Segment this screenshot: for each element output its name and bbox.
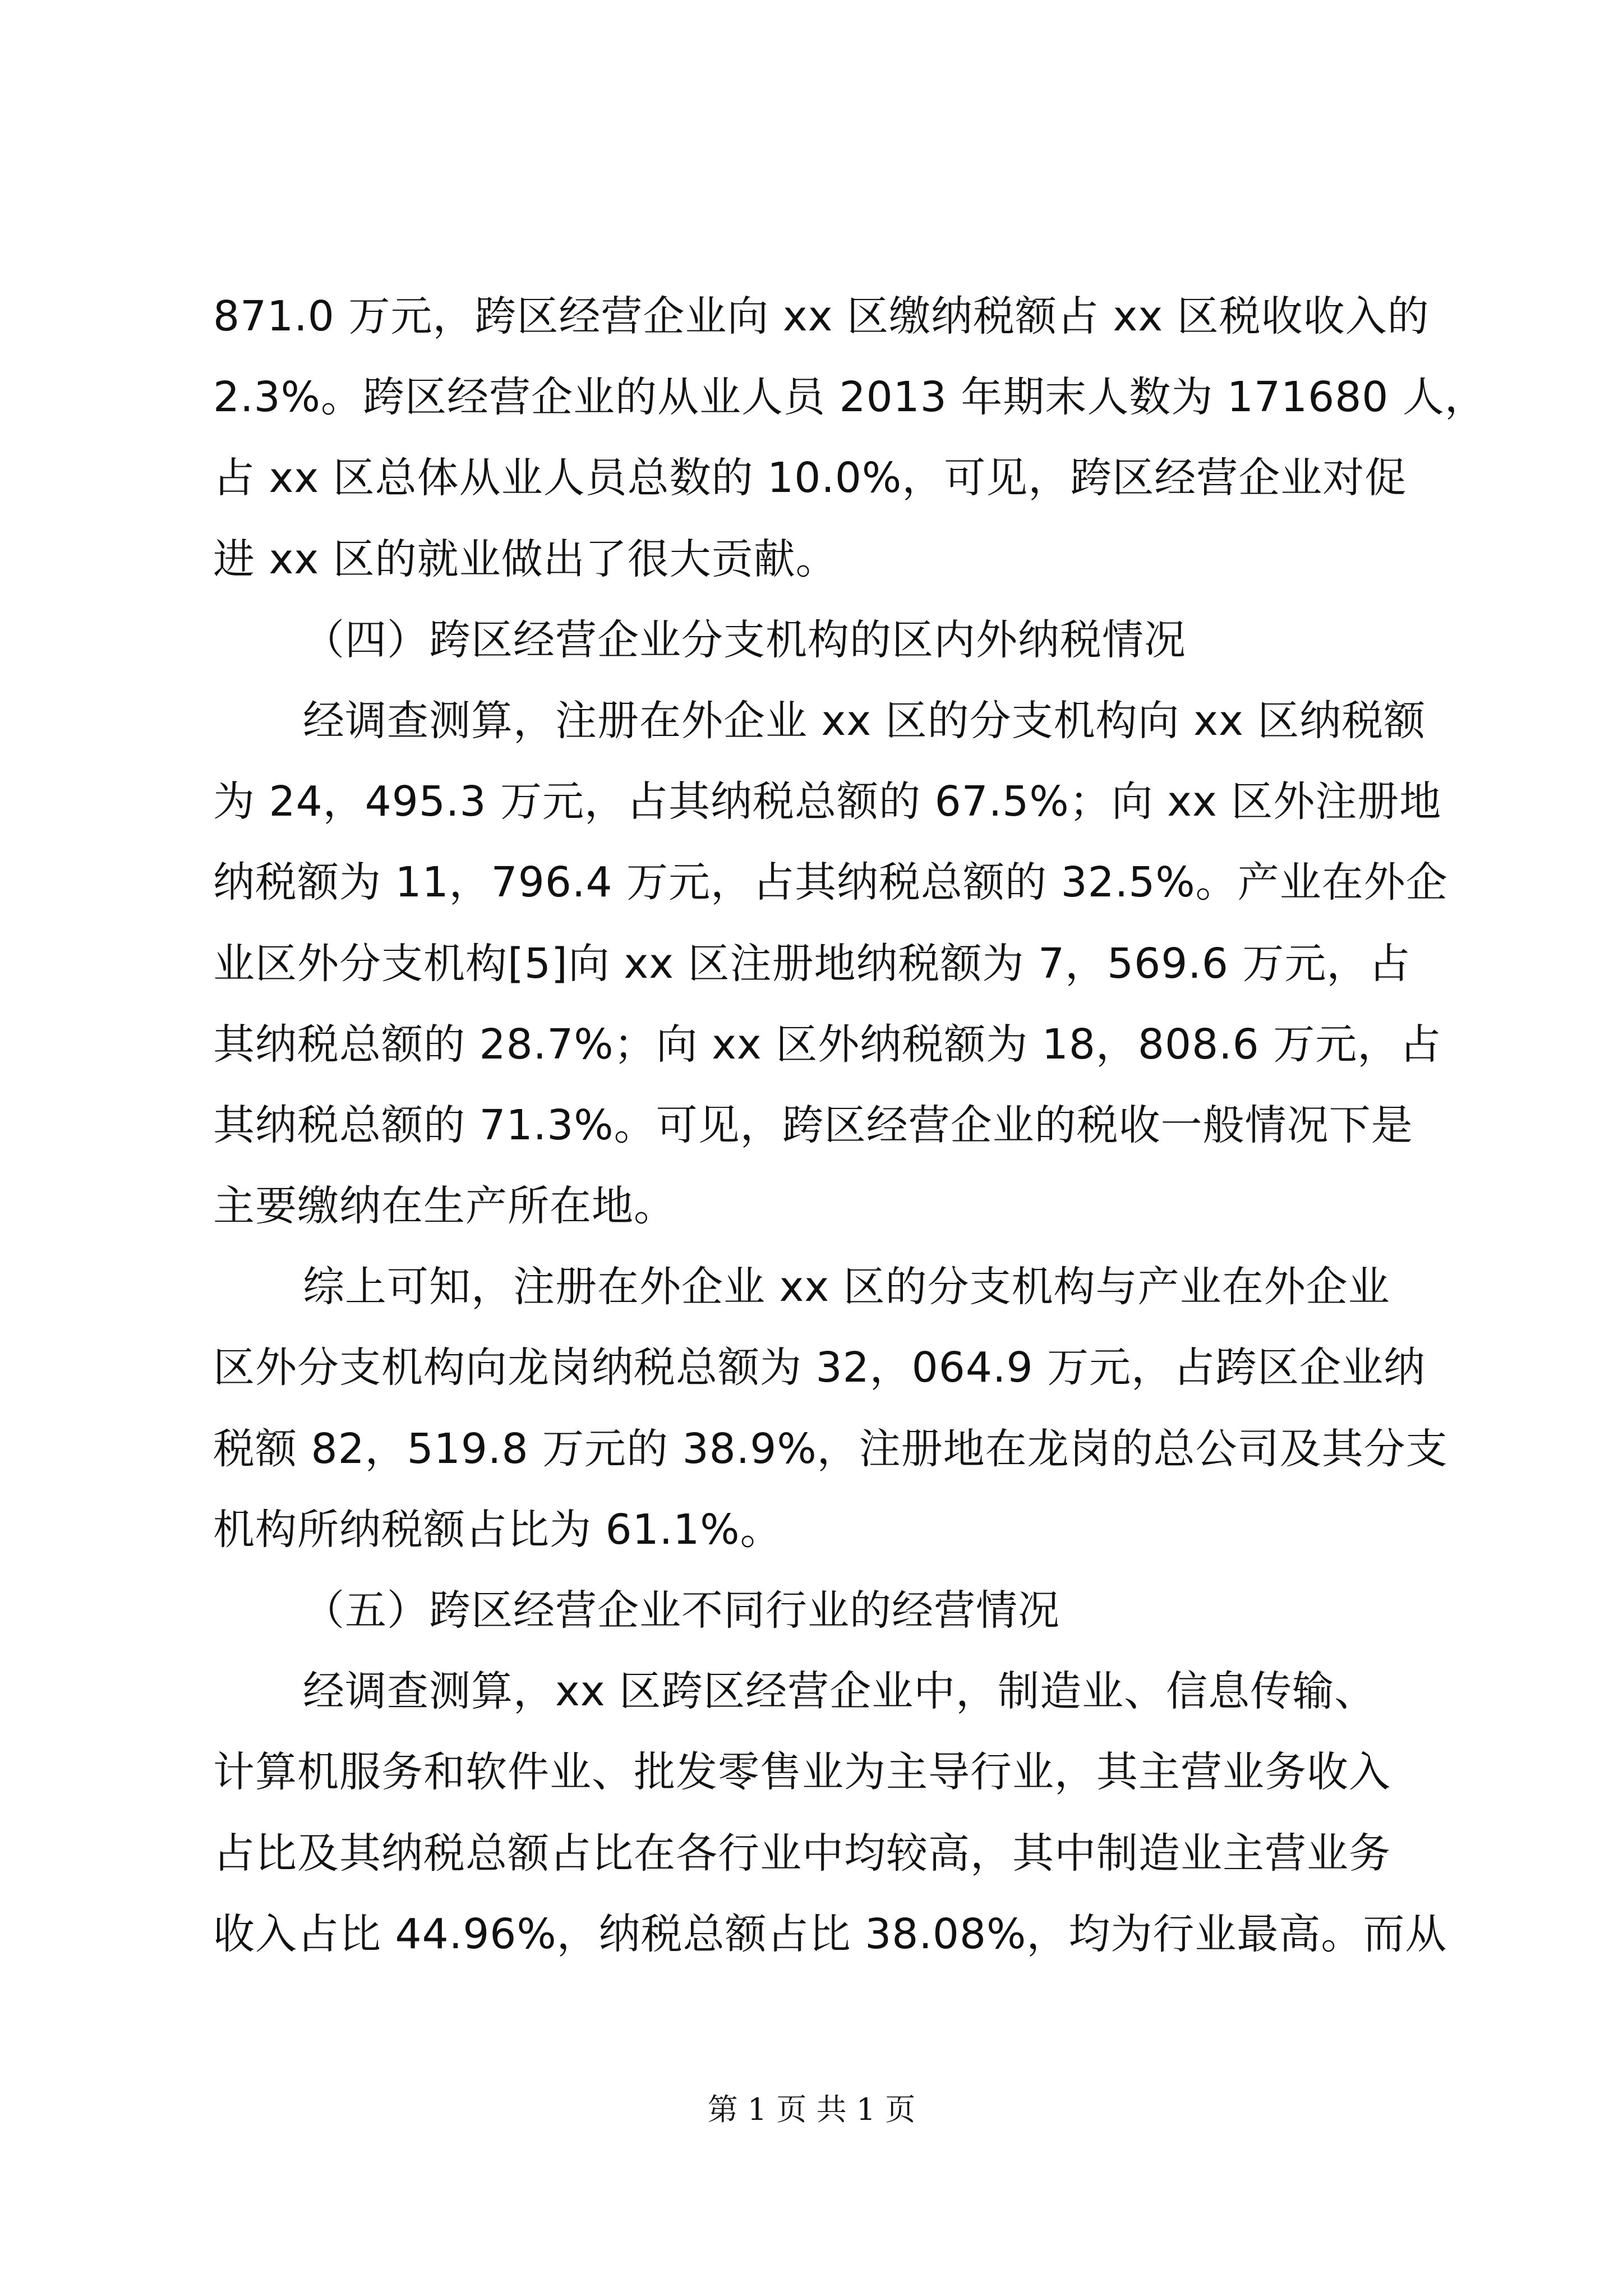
text-line: 2.3%。跨区经营企业的从业人员 2013 年期末人数为 171680 人， xyxy=(213,373,1487,422)
section-heading: （五）跨区经营企业不同行业的经营情况 xyxy=(303,1586,1060,1635)
text-line: 经调查测算，xx 区跨区经营企业中，制造业、信息传输、 xyxy=(303,1667,1377,1716)
text-line: 区外分支机构向龙岗纳税总额为 32，064.9 万元，占跨区企业纳 xyxy=(213,1343,1426,1392)
text-line: 综上可知，注册在外企业 xx 区的分支机构与产业在外企业 xyxy=(303,1263,1390,1312)
text-line: 税额 82，519.8 万元的 38.9%，注册地在龙岗的总公司及其分支 xyxy=(213,1424,1448,1473)
text-line: 收入占比 44.96%，纳税总额占比 38.08%，均为行业最高。而从 xyxy=(213,1910,1447,1958)
text-line: 经调查测算，注册在外企业 xx 区的分支机构向 xx 区纳税额 xyxy=(303,696,1426,745)
text-line: 进 xx 区的就业做出了很大贡献。 xyxy=(213,535,838,583)
text-line: 纳税额为 11，796.4 万元，占其纳税总额的 32.5%。产业在外企 xyxy=(213,858,1448,907)
text-line: 占 xx 区总体从业人员总数的 10.0%，可见，跨区经营企业对促 xyxy=(213,454,1407,503)
text-line: 机构所纳税额占比为 61.1%。 xyxy=(213,1505,782,1554)
text-line: 871.0 万元，跨区经营企业向 xx 区缴纳税额占 xx 区税收收入的 xyxy=(213,292,1430,341)
text-line: 占比及其纳税总额占比在各行业中均较高，其中制造业主营业务 xyxy=(213,1829,1391,1878)
document-body xyxy=(213,276,1487,1975)
text-line: 其纳税总额的 71.3%。可见，跨区经营企业的税收一般情况下是 xyxy=(213,1101,1413,1149)
text-line: 业区外分支机构[5]向 xx 区注册地纳税额为 7，569.6 万元，占 xyxy=(213,939,1411,988)
text-line: 其纳税总额的 28.7%；向 xx 区外纳税额为 18，808.6 万元，占 xyxy=(213,1020,1442,1069)
section-heading: （四）跨区经营企业分支机构的区内外纳税情况 xyxy=(303,615,1186,664)
text-line: 为 24，495.3 万元，占其纳税总额的 67.5%；向 xx 区外注册地 xyxy=(213,777,1442,826)
text-line: 计算机服务和软件业、批发零售业为主导行业，其主营业务收入 xyxy=(213,1748,1391,1797)
page-footer: 第 1 页 共 1 页 xyxy=(707,2092,916,2127)
text-line: 主要缴纳在生产所在地。 xyxy=(213,1182,676,1231)
